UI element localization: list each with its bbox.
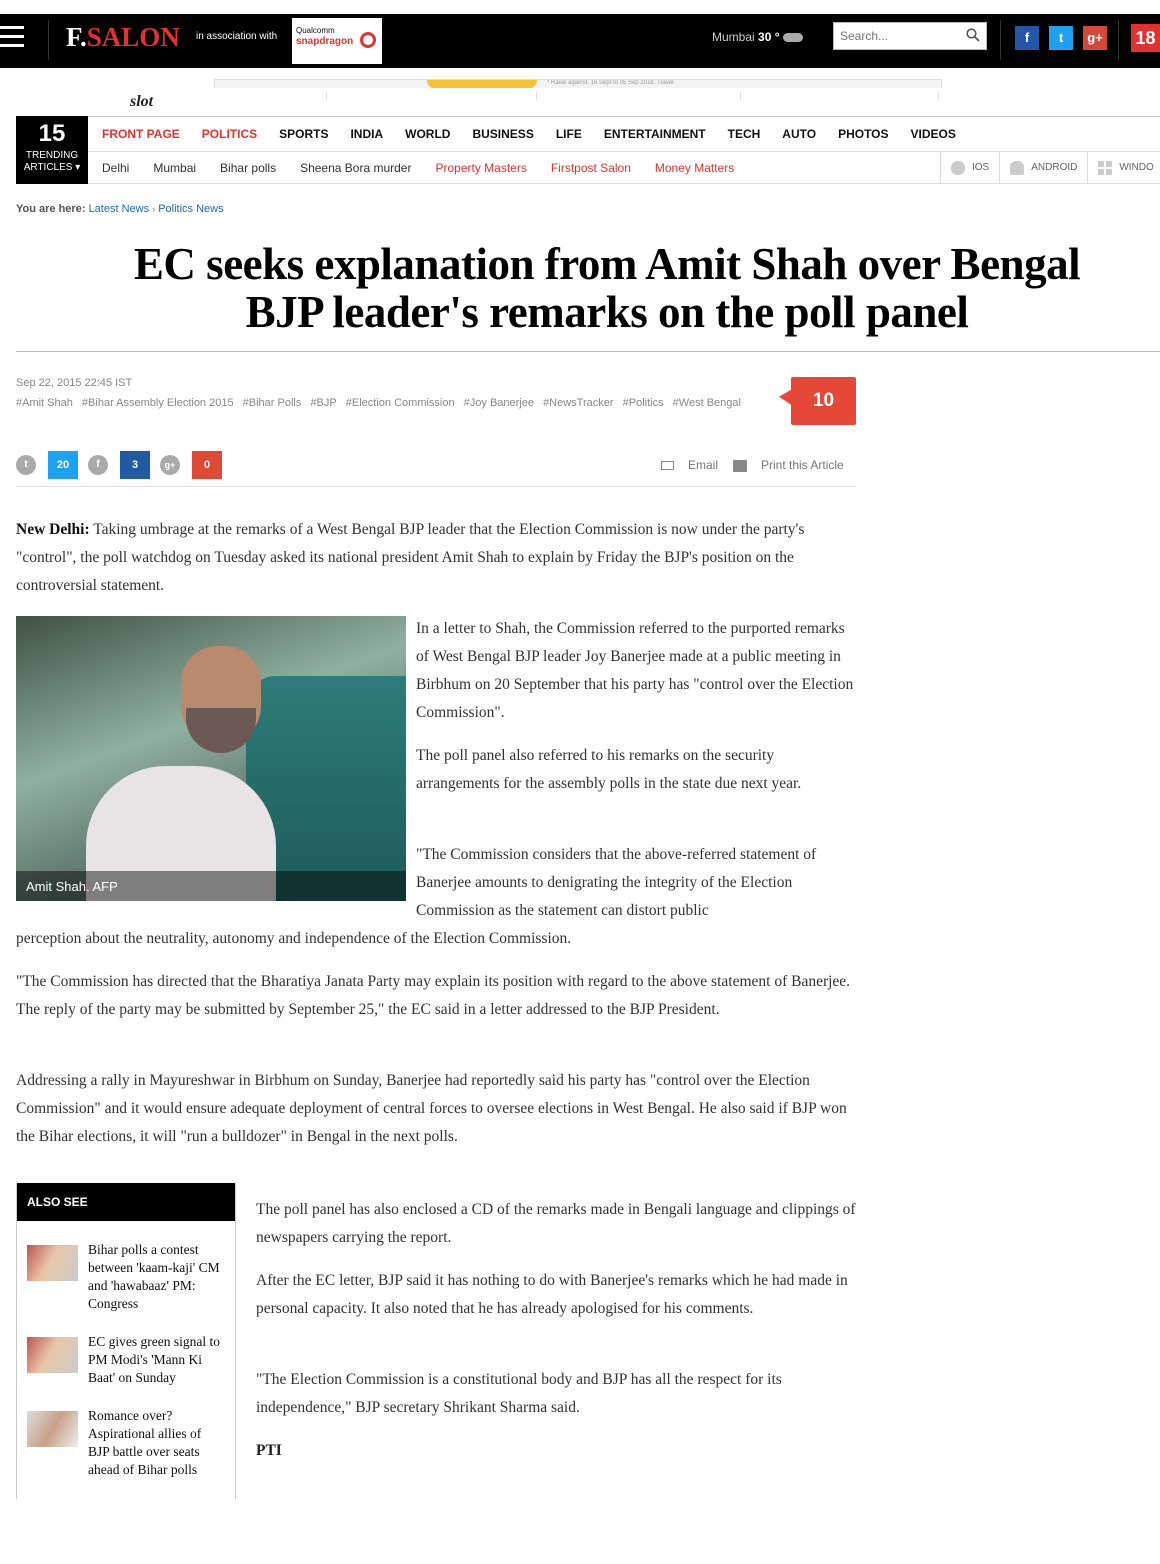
subnav-item-mumbai[interactable]: Mumbai (153, 161, 197, 175)
page-title: EC seeks explanation from Amit Shah over Bengal BJP leader's remarks on the poll panel (133, 239, 1081, 337)
breadcrumb-politics-news[interactable]: Politics News (158, 203, 224, 215)
cloud-icon (783, 33, 803, 42)
publish-date: Sep 22, 2015 22:45 IST (16, 377, 133, 389)
article-paragraph: The poll panel also referred to his remarks on the security arrangements for the assembly polls in the state due next year. (416, 747, 802, 792)
weather-widget: Mumbai 30 ° (712, 30, 803, 44)
email-button[interactable]: Email (661, 458, 718, 472)
twitter-icon[interactable]: t (16, 455, 36, 475)
windows-app-link[interactable]: WINDO (1087, 151, 1160, 184)
divider (1118, 20, 1119, 60)
facebook-share-count[interactable]: 3 (120, 451, 150, 479)
android-icon (1010, 161, 1024, 175)
article-paragraph: Addressing a rally in Mayureshwar in Birbhum on Sunday, Banerjee had reportedly said his party has "control over the Election Commission" and it would ensure adequate deployment of central forces to oversee elections in West Bengal. He also said if BJP won the Bihar elections, it will "run a bulldozer" in Bengal in the next polls. (16, 1072, 847, 1145)
nav-item-politics[interactable]: POLITICS (201, 127, 258, 141)
divider (938, 92, 939, 100)
nav-item-videos[interactable]: VIDEOS (910, 127, 956, 141)
nav-item-india[interactable]: INDIA (350, 127, 384, 141)
article-paragraph: In a letter to Shah, the Commission referred to the purported remarks of West Bengal BJP leader Joy Banerjee made at a public meeting in Birbhum on 20 September that his party has "control over the Election Commission". (416, 620, 854, 721)
article-paragraph: The poll panel has also enclosed a CD of the remarks made in Bengali language and clippings of newspapers carrying the report. (256, 1201, 856, 1246)
print-button[interactable]: Print this Article (733, 458, 844, 472)
nav-item-entertainment[interactable]: ENTERTAINMENT (603, 127, 706, 141)
app-links (940, 151, 1160, 184)
nav-item-auto[interactable]: AUTO (782, 127, 817, 141)
twitter-icon[interactable]: t (1049, 26, 1073, 50)
tag-list (16, 396, 756, 410)
association-text: in association with (196, 31, 278, 42)
nav-item-world[interactable]: WORLD (405, 127, 451, 141)
thumbnail (27, 1411, 78, 1447)
subnav-item-sheena-bora-murder[interactable]: Sheena Bora murder (300, 161, 412, 175)
apple-icon (951, 161, 965, 175)
facebook-icon[interactable]: f (1015, 26, 1039, 50)
photo-caption: Amit Shah. AFP (26, 879, 118, 894)
google-plus-icon[interactable]: g+ (1083, 26, 1107, 50)
divider (1000, 20, 1001, 60)
breadcrumb: You are here: Latest News › Politics News (16, 203, 224, 215)
article-paragraph: After the EC letter, BJP said it has nothing to do with Banerjee's remarks which he had made in personal capacity. It also noted that he has already apologised for his comments. (256, 1272, 848, 1317)
divider (16, 351, 1160, 352)
site-logo[interactable]: F.SALON (66, 22, 180, 52)
divider (740, 92, 741, 100)
nav-item-life[interactable]: LIFE (555, 127, 582, 141)
tag-link[interactable]: #Bihar Assembly Election 2015 (81, 397, 234, 409)
comment-count-button[interactable]: 10 (791, 377, 856, 425)
nav-item-business[interactable]: BUSINESS (472, 127, 534, 141)
ios-app-link[interactable]: IOS (941, 151, 999, 184)
top-bar (0, 14, 1160, 68)
network18-logo[interactable]: 18 (1131, 24, 1160, 52)
article-paragraph: perception about the neutrality, autonomy and independence of the Election Commission. (16, 930, 572, 947)
tag-link[interactable]: #Politics (622, 397, 664, 409)
nav-item-tech[interactable]: TECH (727, 127, 761, 141)
also-see-box: ALSO SEE Bihar polls a contest between 'kaam-kaji' CM and 'hawabaaz' PM: Congress EC gives green signal to PM Modi's 'Mann Ki Baat' on Sunday Romance over? Aspirational allies of BJP battle over seats ahead of Bihar polls (16, 1183, 236, 1499)
sponsor-logo[interactable]: Qualcomm snapdragon (292, 18, 382, 64)
main-navigation (16, 116, 1160, 184)
tag-link[interactable]: #Bihar Polls (242, 397, 302, 409)
ad-slot-label: slot (130, 93, 154, 110)
also-see-header: ALSO SEE (17, 1183, 235, 1221)
printer-icon (733, 460, 747, 472)
ad-text: * Raise against. 16 Sept to 05 Sep 2016. Travel (547, 80, 674, 86)
breadcrumb-latest-news[interactable]: Latest News (88, 203, 150, 215)
search-input[interactable] (834, 23, 954, 49)
article-photo[interactable] (16, 616, 406, 901)
article-paragraph: New Delhi: Taking umbrage at the remarks of a West Bengal BJP leader that the Election Commission is now under the party's "control", the poll watchdog on Tuesday asked its national president Amit Shah to explain by Friday the BJP's position on the controversial statement. (16, 521, 805, 594)
tag-link[interactable]: #BJP (310, 397, 337, 409)
facebook-icon[interactable]: f (88, 455, 108, 475)
subnav-item-bihar-polls[interactable]: Bihar polls (220, 161, 277, 175)
subnav-item-firstpost-salon[interactable]: Firstpost Salon (550, 161, 631, 175)
divider (326, 92, 327, 100)
google-share-count[interactable]: 0 (192, 451, 222, 479)
snapdragon-icon (360, 32, 376, 48)
twitter-share-count[interactable]: 20 (48, 451, 78, 479)
subnav-item-money-matters[interactable]: Money Matters (654, 161, 735, 175)
thumbnail (27, 1245, 78, 1281)
divider (48, 20, 49, 60)
trending-articles-button[interactable]: 15 TRENDING ARTICLES ▾ (16, 116, 88, 184)
thumbnail (27, 1337, 78, 1373)
tag-link[interactable]: #Election Commission (345, 397, 455, 409)
article-paragraph: "The Election Commission is a constitutional body and BJP has all the respect for its independence," BJP secretary Shrikant Sharma said. (256, 1371, 782, 1416)
search-box (833, 22, 987, 50)
tag-link[interactable]: #NewsTracker (543, 397, 614, 409)
windows-icon (1098, 161, 1112, 175)
tag-link[interactable]: #Amit Shah (16, 397, 73, 409)
tag-link[interactable]: #Joy Banerjee (463, 397, 534, 409)
subnav-item-delhi[interactable]: Delhi (102, 161, 130, 175)
subnav-item-property-masters[interactable]: Property Masters (435, 161, 527, 175)
nav-item-front-page[interactable]: FRONT PAGE (102, 127, 180, 141)
ad-graphic (427, 80, 537, 88)
primary-nav (102, 117, 967, 151)
nav-item-sports[interactable]: SPORTS (279, 127, 329, 141)
menu-icon[interactable] (0, 26, 24, 48)
article-paragraph: "The Commission has directed that the Bharatiya Janata Party may explain its position with regard to the above statement of Banerjee. The reply of the party may be submitted by September 25," the EC said in a letter addressed to the BJP President. (16, 973, 851, 1018)
google-plus-icon[interactable]: g+ (160, 455, 180, 475)
envelope-icon (661, 461, 674, 470)
tag-link[interactable]: #West Bengal (672, 397, 741, 409)
agency-credit: PTI (256, 1442, 282, 1459)
nav-item-photos[interactable]: PHOTOS (838, 127, 889, 141)
search-icon[interactable] (966, 28, 980, 42)
article-paragraph: "The Commission considers that the above-referred statement of Banerjee amounts to denigrating the integrity of the Election Commission as the statement can distort public (416, 846, 817, 919)
ad-banner[interactable] (214, 79, 942, 88)
share-bar (16, 451, 856, 487)
android-app-link[interactable]: ANDROID (999, 151, 1087, 184)
divider (536, 92, 537, 100)
